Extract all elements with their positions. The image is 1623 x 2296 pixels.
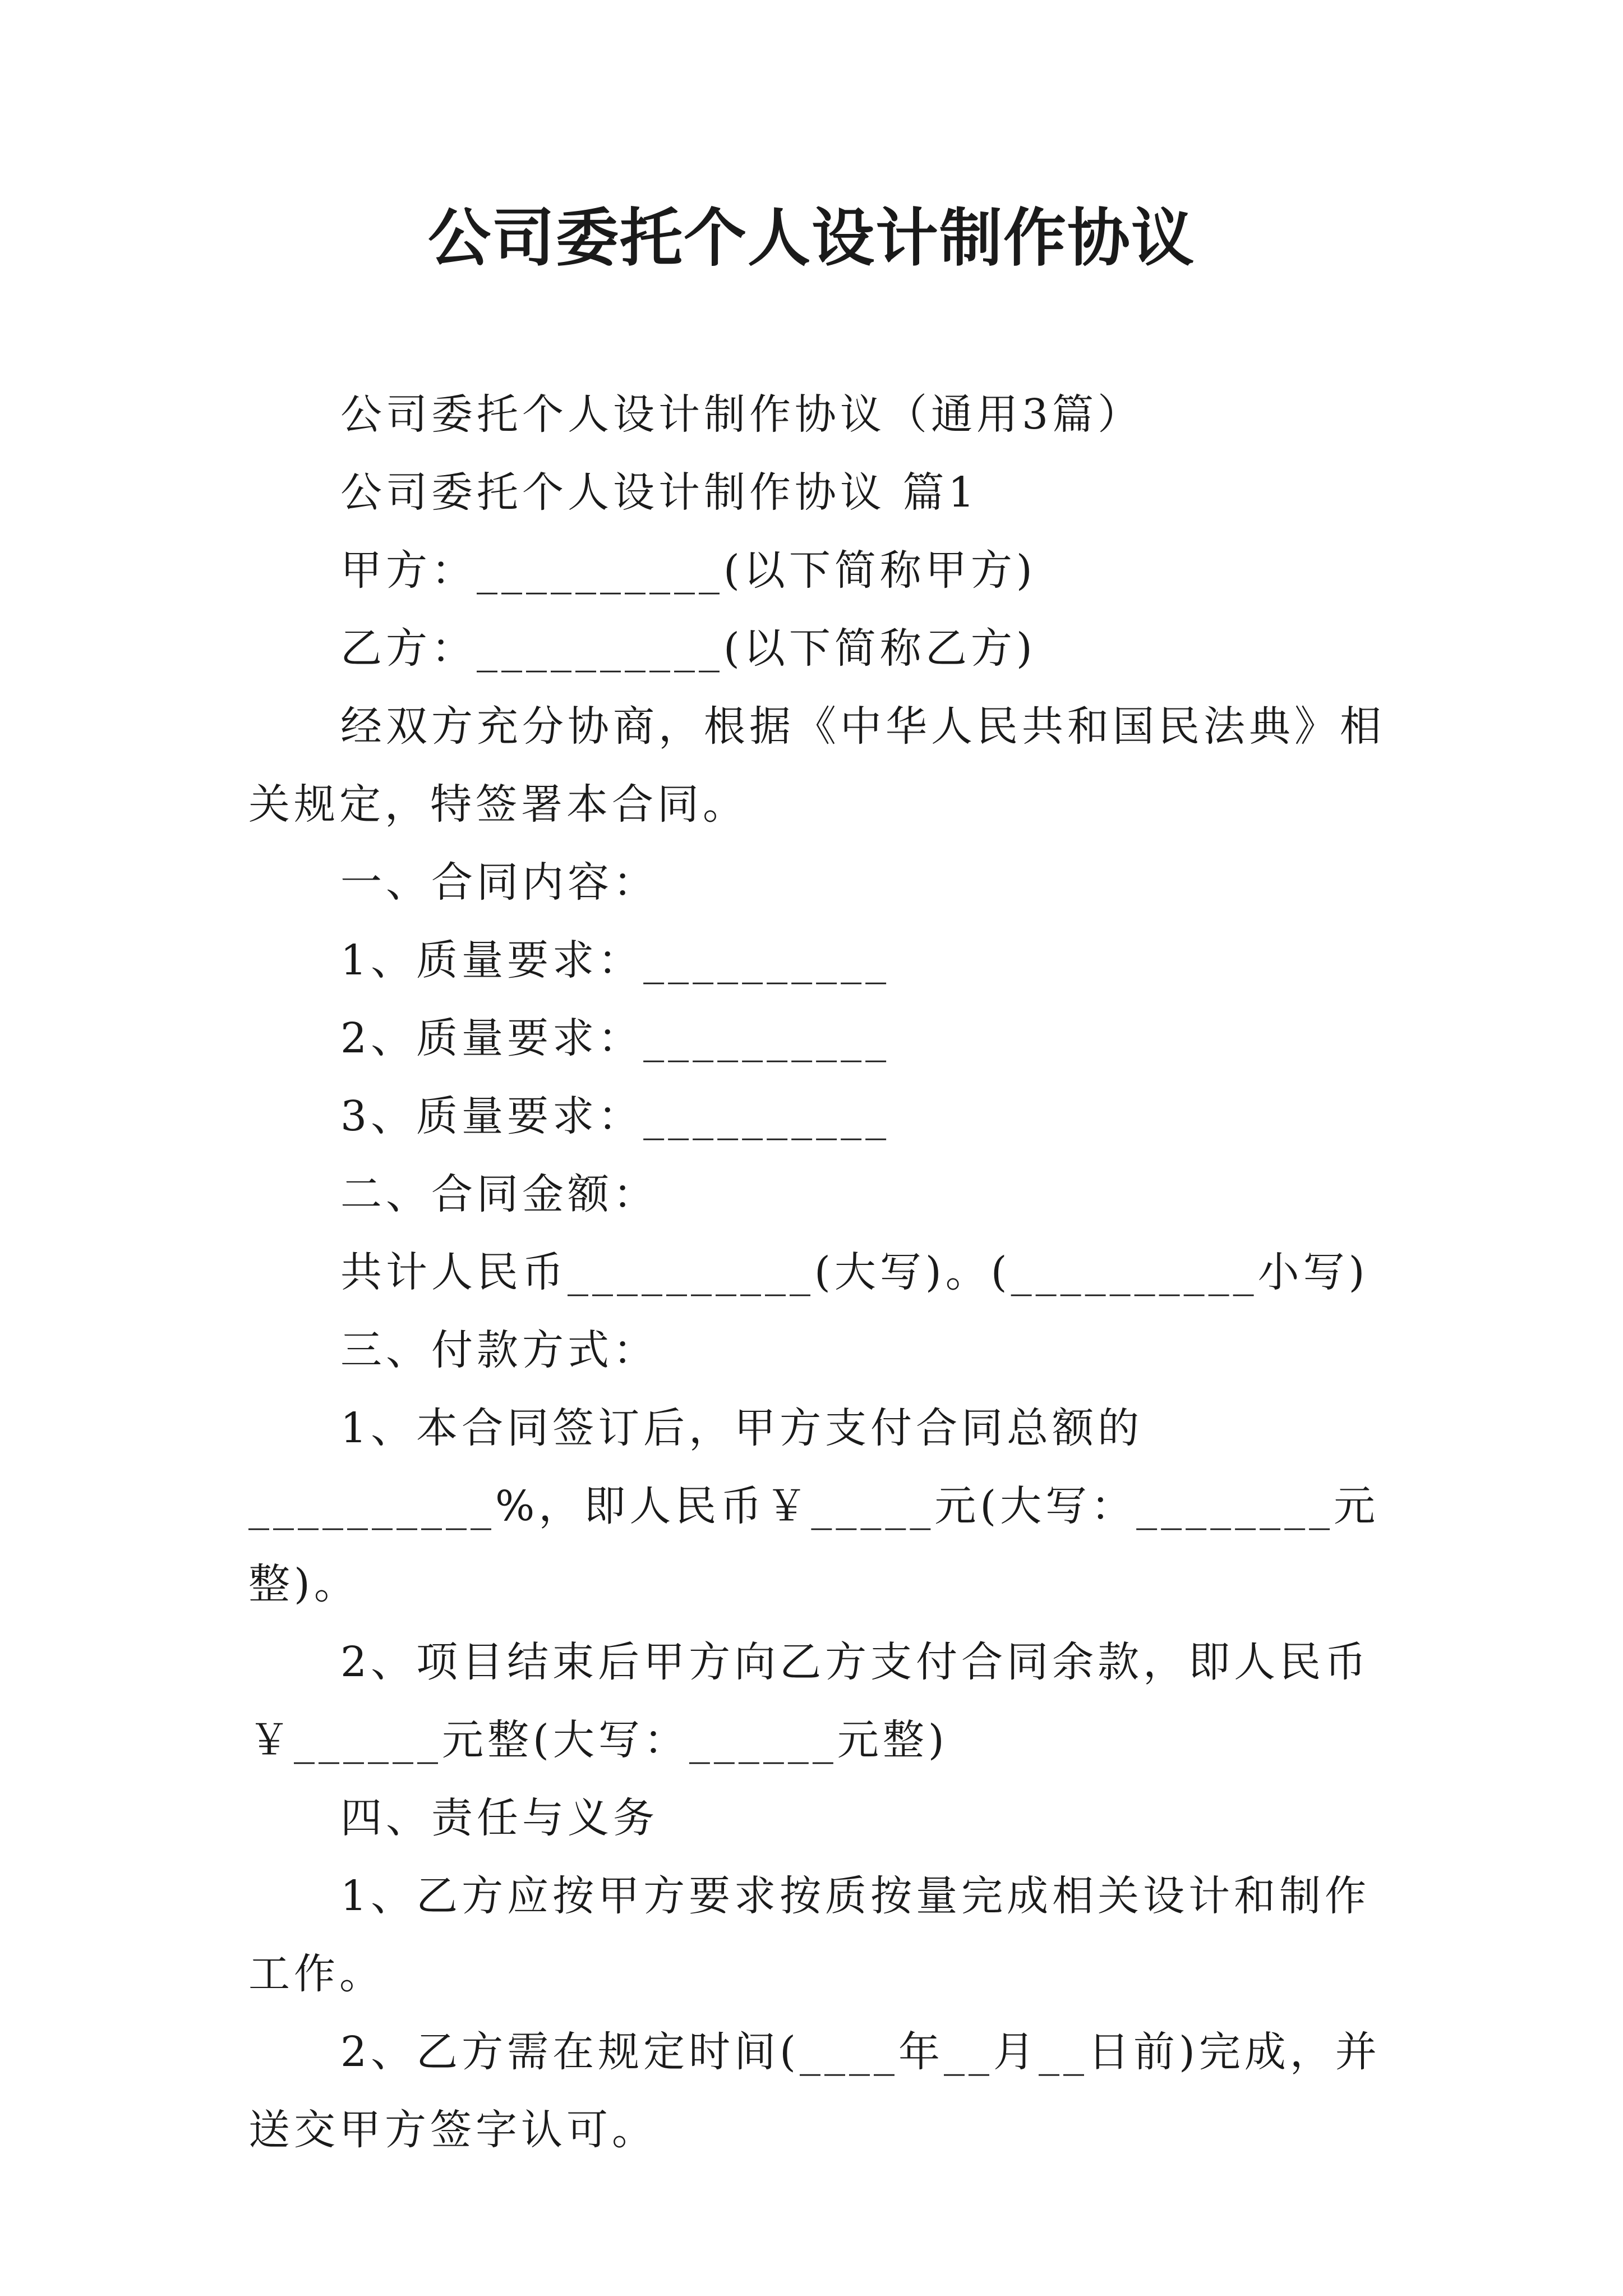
payment-clause-1: 1、本合同签订后，甲方支付合同总额的__________%，即人民币￥_____元(大写：________元整)。 xyxy=(248,1404,1380,1608)
heading-payment-method: 三、付款方式： xyxy=(340,1326,658,1374)
subtitle: 公司委托个人设计制作协议（通用3篇） xyxy=(340,390,1144,439)
quality-requirement-3: 3、质量要求：__________ xyxy=(340,1092,891,1140)
heading-contract-content: 一、合同内容： xyxy=(340,858,658,907)
section-heading-part-1: 公司委托个人设计制作协议 篇1 xyxy=(340,468,979,517)
heading-responsibilities: 四、责任与义务 xyxy=(340,1794,658,1842)
preamble-paragraph: 经双方充分协商，根据《中华人民共和国民法典》相关规定，特签署本合同。 xyxy=(248,702,1385,829)
quality-requirement-2: 2、质量要求：__________ xyxy=(340,1014,891,1062)
total-amount-line: 共计人民币__________(大写)。(__________小写) xyxy=(340,1248,1369,1296)
party-b-line: 乙方：__________(以下简称乙方) xyxy=(340,624,1036,673)
heading-contract-amount: 二、合同金额： xyxy=(340,1170,658,1218)
quality-requirement-1: 1、质量要求：__________ xyxy=(340,936,891,984)
payment-clause-2: 2、项目结束后甲方向乙方支付合同余款，即人民币￥______元整(大写：______元整) xyxy=(248,1638,1371,1764)
document-body xyxy=(248,376,1387,2169)
responsibility-clause-2: 2、乙方需在规定时间(____年__月__日前)完成，并送交甲方签字认可。 xyxy=(248,2028,1381,2154)
party-a-line: 甲方：__________(以下简称甲方) xyxy=(340,546,1036,595)
page-title: 公司委托个人设计制作协议 xyxy=(428,201,1195,275)
responsibility-clause-1: 1、乙方应按甲方要求按质按量完成相关设计和制作工作。 xyxy=(248,1872,1371,1998)
